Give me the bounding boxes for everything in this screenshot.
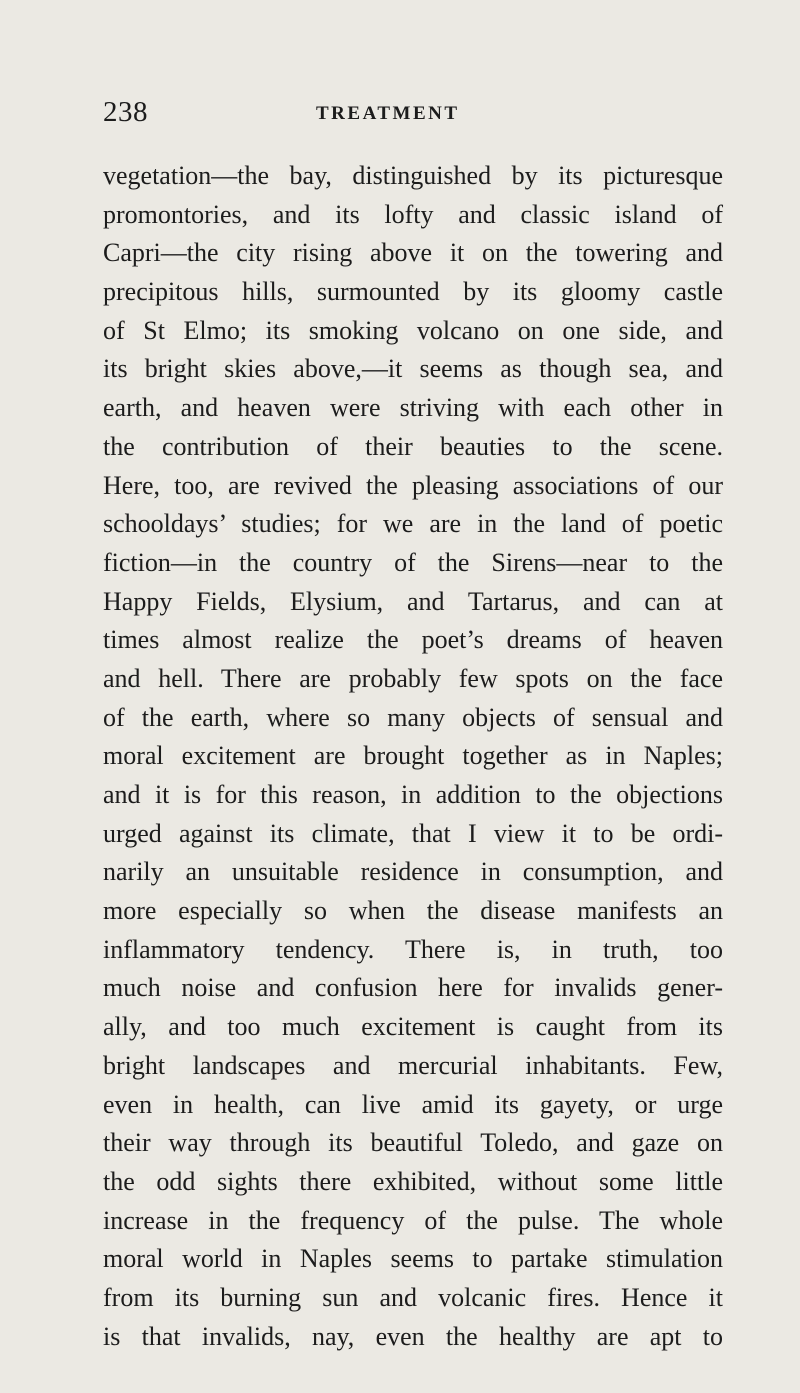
- text-line: bright landscapes and mercurial inhabitants. Few,: [103, 1050, 723, 1080]
- text-line: even in health, can live amid its gayety, or urge: [103, 1089, 723, 1119]
- text-line: its bright skies above,—it seems as though sea, and: [103, 354, 723, 384]
- text-line: promontories, and its lofty and classic island of: [103, 199, 723, 229]
- text-line: urged against its climate, that I view it to be ordi-: [103, 818, 723, 848]
- text-line: the odd sights there exhibited, without some little: [103, 1166, 723, 1196]
- text-line: and it is for this reason, in addition to the objections: [103, 780, 723, 809]
- text-line: schooldays’ studies; for we are in the land of poetic: [103, 509, 723, 539]
- text-line: fiction—in the country of the Sirens—near to the: [103, 547, 723, 577]
- text-line: Happy Fields, Elysium, and Tartarus, and can at: [103, 586, 723, 616]
- text-line: moral excitement are brought together as in Naples;: [103, 741, 723, 771]
- text-line: inflammatory tendency. There is, in truth, too: [103, 934, 723, 964]
- text-line: earth, and heaven were striving with each other in: [103, 393, 723, 423]
- text-line: ally, and too much excitement is caught from its: [103, 1012, 723, 1042]
- text-line: Here, too, are revived the pleasing associations of our: [103, 470, 723, 500]
- text-line: their way through its beautiful Toledo, and gaze on: [103, 1128, 723, 1158]
- text-line: precipitous hills, surmounted by its gloomy castle: [103, 277, 723, 307]
- text-line: narily an unsuitable residence in consumption, and: [103, 857, 723, 887]
- text-line: of St Elmo; its smoking volcano on one side, and: [103, 315, 723, 345]
- text-line: is that invalids, nay, even the healthy are apt to: [103, 1321, 723, 1351]
- text-line: much noise and confusion here for invalids gener-: [103, 973, 723, 1003]
- text-line: vegetation—the bay, distinguished by its picturesque: [103, 161, 723, 190]
- text-line: and hell. There are probably few spots on the face: [103, 663, 723, 693]
- text-line: times almost realize the poet’s dreams of heaven: [103, 625, 723, 655]
- text-line: increase in the frequency of the pulse. The whole: [103, 1205, 723, 1235]
- text-line: from its burning sun and volcanic fires. Hence it: [103, 1282, 723, 1312]
- body-text: [103, 158, 723, 1357]
- page-number: 238: [103, 96, 148, 128]
- text-line: more especially so when the disease manifests an: [103, 896, 723, 926]
- text-line: the contribution of their beauties to the scene.: [103, 431, 723, 461]
- running-head: TREATMENT: [316, 103, 460, 124]
- text-line: Capri—the city rising above it on the towering and: [103, 238, 723, 268]
- text-line: of the earth, where so many objects of sensual and: [103, 702, 723, 732]
- text-line: moral world in Naples seems to partake stimulation: [103, 1244, 723, 1274]
